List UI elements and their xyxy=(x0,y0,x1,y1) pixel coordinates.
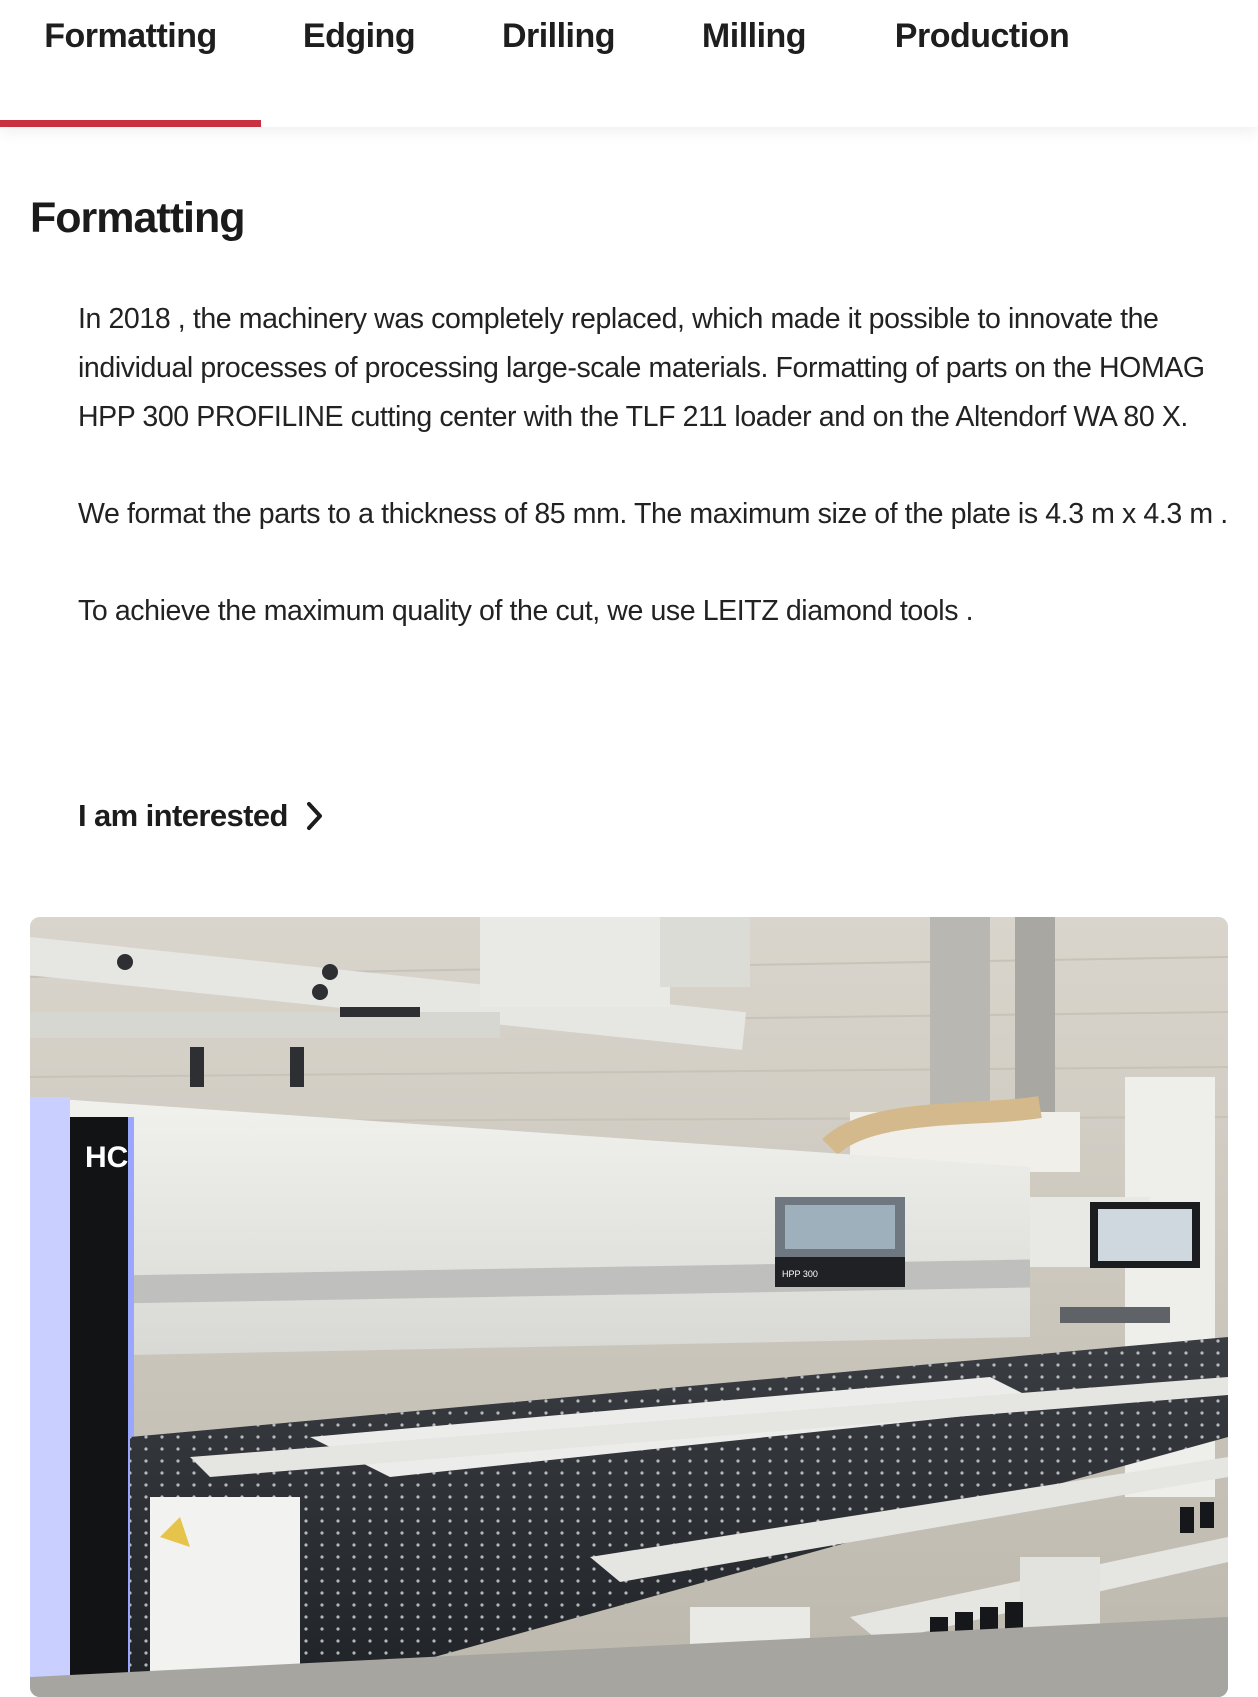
tab-drilling[interactable]: Drilling xyxy=(501,17,616,55)
paragraph-dimensions: We format the parts to a thickness of 85 mm. The maximum size of the plate is 4.3 m x 4.3 m . xyxy=(78,498,1228,530)
interested-link[interactable] xyxy=(78,798,324,834)
tab-edging[interactable]: Edging xyxy=(302,17,416,55)
tab-milling[interactable]: Milling xyxy=(701,17,807,55)
machine-photo xyxy=(30,917,1228,1697)
tab-bar xyxy=(0,0,1258,127)
tab-formatting[interactable]: Formatting xyxy=(0,0,261,127)
section-title: Formatting xyxy=(30,194,245,242)
tab-production[interactable]: Production xyxy=(894,17,1070,55)
interested-link-label: I am interested xyxy=(78,798,288,833)
section-content xyxy=(78,295,1228,684)
chevron-right-icon xyxy=(306,801,324,831)
machine-logo: HC xyxy=(85,1141,129,1174)
paragraph-machinery: In 2018 , the machinery was completely replaced, which made it possible to innovate the individual processes of processing large-scale materials. Formatting of parts on the HOMAG HPP 300 PROFILINE cutting center with the TLF 211 loader and on the Altendorf WA 80 X. xyxy=(78,303,1205,433)
machine-label: HPP 300 xyxy=(782,1269,818,1279)
paragraph-tools: To achieve the maximum quality of the cut, we use LEITZ diamond tools . xyxy=(78,595,974,627)
